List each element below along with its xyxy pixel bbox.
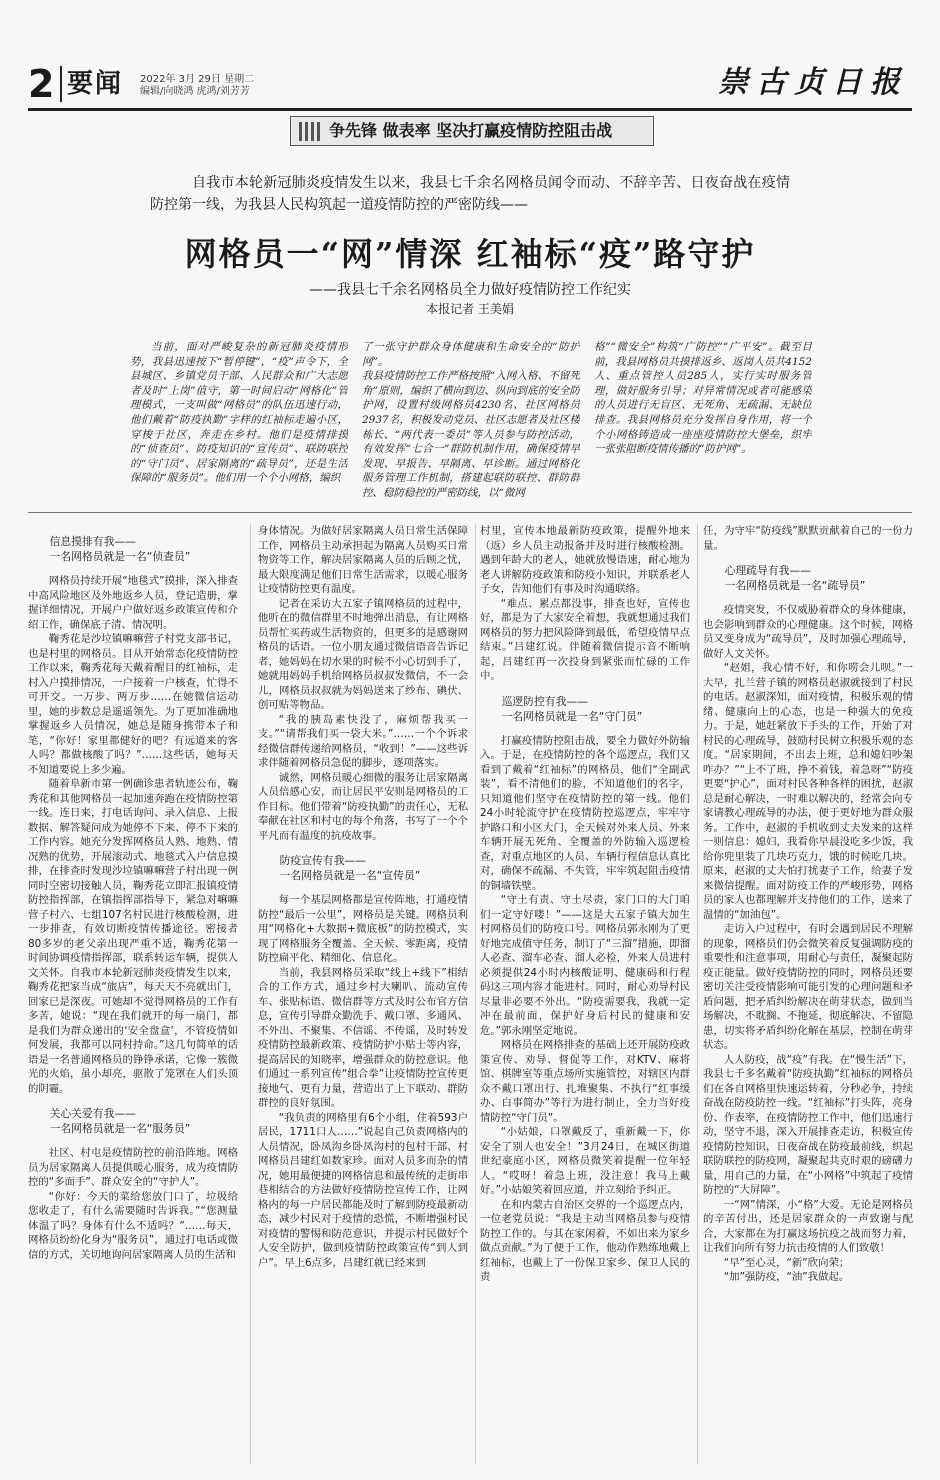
- byline: 本报记者 王美娟: [426, 302, 514, 316]
- article-paragraph: 人人防疫，战“疫”有我。在“慢生活”下，我县七千多名戴着“防疫执勤”红袖标的网格员们在各自网格里快速运转着，分秒必争，持续奋战在防疫防控一线。“红袖标”打头阵，亮身份、作表率，在疫情防控工作中，他们迅速行动，坚守不退，深入开展排查走访，积极宣传疫情防控知识，日夜奋战在防疫最前线，织起联防联控的防疫网，凝聚起共克时艰的磅礴力量，用自己的力量，在“小网格”中筑起了疫情防控的“大屏障”。: [703, 1053, 913, 1196]
- date-info: [140, 74, 254, 98]
- lead-paragraph: 了一张守护群众身体健康和生命安全的“防护网”。 我县疫情防控工作严格按照“入网入格、不留死角”原则，编织了横向到边、纵向到底的安全防护网，设置村级网格员4230名、社区网格员2937名，积极发动党员、社区志愿者及社区楼栋长、“两代表一委员”等人员参与防控活动，有效发挥“七合一”群防机制作用，确保疫情早发现、早报告、早隔离、早诊断。通过网格化服务管理工作机制，搭建起联防联控、群防群控、稳防稳控的严密防线，以“微网: [362, 341, 580, 499]
- banner-text: 争先锋 做表率 坚决打赢疫情防控阻击战: [329, 121, 613, 140]
- body-column-4: [703, 524, 913, 1470]
- article-paragraph: “赵姐，我心情不好，和你唠会儿呗。”一大早，扎兰营子镇的网格员赵淑就接到了村民的电话。赵淑深知，面对疫情，积极乐观的情绪、健康向上的心态，也是一种强大的免疫力。于是，她赶紧放下手头的工作，开始了对村民的心理疏导，鼓励村民树立积极乐观的态度。“居家期间，不出去上班，总和媳妇吵架咋办？”“上不了班，挣不着钱，着急呀”“防疫更要“护心”，面对村民各种各样的困扰，赵淑总是耐心解决，一时难以解决的，经常会向专家请教心理疏导的办法，便于更好地为群众服务。工作中，赵淑的手机收到丈夫发来的这样一则信息：媳妇，我看你早晨没吃多少饭，我给你兜里装了几块巧克力，饿的时候吃几块。原来，赵淑的丈夫怕打扰妻子工作，给妻子发来微信提醒。面对防疫工作的严峻形势，网格员的家人也都理解并支持他们的工作，送来了温情的“加油包”。: [703, 662, 913, 921]
- article-paragraph: 任，为守牢“防疫线”默默贡献着自己的一份力量。: [703, 525, 913, 552]
- subheading-line: 信息摸排有我——: [49, 535, 136, 548]
- intro-text: 自我市本轮新冠肺炎疫情发生以来，我县七千余名网格员闻令而动、不辞辛苦、日夜奋战在疫情防控第一线，为我县人民构筑起一道疫情防控的严密防线——: [150, 175, 790, 213]
- article-paragraph: 网格员在网格排查的基础上还开展防疫政策宣传、劝导、督促等工作，对KTV、麻将馆、棋牌室等重点场所实施管控，对辖区内群众不戴口罩出行、扎堆聚集、不执行“红事缓办、白事简办”等行为进行制止，全力当好疫情防控“守门员”。: [480, 1039, 690, 1124]
- article-paragraph: 记者在采访大五家子镇网格员的过程中，他听在的微信群里不时地弹出消息，有让网格员帮忙买药或生活物资的，但更多的是感谢网格员的话语。一位小朋友通过微信语音告诉记者，她妈妈在切水果的时候不小心切到手了，她就用妈妈手机给网格员叔叔发微信，不一会儿，网格员叔叔就为妈妈送来了纱布、碘伏、创可贴等物品。: [258, 597, 468, 711]
- editor-line: 编辑/向晓鸿 虎鸿/刘芳芳: [140, 86, 250, 97]
- article-paragraph: “早”至心灵，“新”欣向荣；: [723, 1256, 850, 1269]
- lead-column-2: [362, 340, 580, 500]
- subheading-line: 一名网格员就是一名“守门员”: [501, 709, 643, 723]
- masthead: [28, 62, 912, 112]
- article-paragraph: 鞠秀花是沙垃镇嘛嘛营子村党支部书记，也是村里的网格员。目从开始常态化疫情防控工作以来，鞠秀花每天戴着醒目的红袖标，走村入户摸排情况，一户接着一户核查，忙得不可开交。一万步、两万步……在她微信运动里，她的步数总是遥遥领先。为了更加准确地掌握返乡人员情况，她总是随身携带本子和笔，“你好！家里都健好的吧？有远道来的客人吗？都做核酸了吗？”……这些话，她每天不知道要说上多少遍。: [28, 633, 238, 776]
- article-paragraph: 身体情况。为做好居家隔离人员日常生活保障工作，网格员主动承担起为隔离人员购买日常物资等工作，解决居家隔离人员的后顾之忧，最大限度满足他们日常生活需求，以暖心服务让疫情防控更有温度。: [258, 525, 468, 595]
- article-paragraph: 在和内蒙古自治区交界的一个巡逻点内，一位老党员说：“我是主动当网格员参与疫情防控工作的。与其在家闲着，不如出来为家乡做点贡献。”为了便于工作，他动作熟练地戴上红袖标，也戴上了一份保卫家乡、保卫人民的责: [480, 1198, 690, 1283]
- date-line: 2022年 3月 29日 星期二: [140, 74, 255, 85]
- article-paragraph: 村里，宣传本地最新防疫政策，提醒外地来（返）乡人员主动报备并及时进行核酸检测。遇到年龄大的老人，她就放慢语速，耐心地为老人讲解防疫政策和防疫小知识，并联系老人子女，告知他们有事及时沟通联络。: [480, 525, 690, 595]
- subheading-line: 一名网格员就是一名“宣传员”: [279, 869, 421, 882]
- article-paragraph: 社区、村屯是疫情防控的前沿阵地。网格员为居家隔离人员提供暖心服务，成为疫情防控的“多面手”、群众安全的“守护人”。: [28, 1147, 238, 1188]
- subheading-line: 巡逻防控有我——: [501, 694, 588, 708]
- body-column-2: [258, 524, 468, 1470]
- article-paragraph: 每一个基层网格都是宣传阵地，打通疫情防控“最后一公里”，网格员是关键。网格员利用“网格化+大数据+微底板”的防控模式，实现了网格服务全覆盖、全天候、零距离，疫情防控扁平化、精细化、信息化。: [258, 894, 468, 964]
- lead-paragraph: 当前，面对严峻复杂的新冠肺炎疫情形势，我县迅速按下“暂停键”，“疫”声令下，全县城区、乡镇党员干部、人民群众和广大志愿者及时“上岗”值守，第一时间启动“网格化”管理模式，一支叫做“网格员”的队伍迅速行动，他们戴着“防疫执勤”字样的红袖标走遍小区，穿梭于社区，奔走在乡村。他们是疫情排摸的“侦查员”、防疫知识的“宣传员”、联防联控的“守门员”、居家隔离的“疏导员”，还是生活保障的“服务员”。他们用一个个小网格，编织: [130, 341, 348, 485]
- lead-paragraph: 格”“微安全”构筑“广防控”“广平安”。截至目前，我县网格员共摸排返乡、返岗人员共4152人、重点管控人员285人，实行实时服务管理，做好服务引导；对异常情况或者可能感染的人员进行无盲区、无死角、无疏漏、无缺位排查。我县网格员充分发挥自身作用，将一个个小网格铸造成一座座疫情防控大堡垒，织牢一张张阻断疫情传播的“防护网”。: [594, 341, 812, 456]
- column-subheading: [50, 534, 238, 564]
- topic-banner: [290, 116, 654, 146]
- lead-column-1: [130, 340, 348, 500]
- column-divider: [250, 524, 251, 1464]
- lead-column-3: [594, 340, 812, 500]
- subheading-line: 关心关爱有我——: [49, 1107, 136, 1120]
- page-number: 2: [28, 62, 55, 106]
- article-paragraph: 随着阜新市第一例确诊患者轨迹公布，鞠秀花和其他网格员一起加速奔跑在疫情防控第一线。连日来，打电话询问、录入信息、上报数据、解答疑问成为她停不下来、停不下来的工作内容。她充分发挥网格员人熟、地熟、情况熟的优势，开展滚动式、地毯式入户信息摸排，在排查时发现沙垃镇嘛嘛营子村出现一例同时空密切接触人员，鞠秀花立即汇报镇疫情防控指挥部，在镇指挥部指导下，紧急对嘛嘛营子村六、七组107名村民进行核酸检测，进一步排查，有效切断疫情传播途径。密接者80多岁的老父亲出现严重不适，鞠秀花第一时间协调疫情指挥部，联系转运车辆，提供人文关怀。自我市本轮新冠肺炎疫情发生以来，鞠秀花把家当成“旅店”，每天天不亮就出门，回家已是深夜。可她却不觉得网格员的工作有多苦，她说：“现在我们就开的每一扇门，都是我们为群众递出的‘安全盘盒’，不管疫情如何发展，我都可以同村持命。”这几句简单的话语是一名普通网格员的铮铮承诺，它像一簇微光的火焰，虽小却亮，驱散了笼罩在人们头顶的阴霾。: [28, 778, 238, 1095]
- column-divider: [697, 524, 698, 1464]
- column-subheading: [50, 1106, 238, 1136]
- article-paragraph: “你好：今天的菜给您放门口了，垃圾给您收走了，有什么需要随时告诉我。”“您测量体温了吗？身体有什么不适吗？”……每天，网格员纷纷化身为“服务员”，通过打电话或微信的方式，关切地询问居家隔离人员的生活和: [28, 1190, 238, 1261]
- article-paragraph: “加”强防疫，“油”我做起。: [723, 1271, 850, 1283]
- article-paragraph: “我负责的网格里有6个小组，住着593户居民，1711口人……”说起自己负责网格内的人员情况，卧凤沟乡卧凤沟村的包村干部、村网格员吕建红如数家珍。面对人员多而杂的情况，她用最便捷的网格信息和最传统的走街串巷相结合的方法做好疫情防控宣传工作，让网格内的每一户居民都能及时了解到防疫最新动态，减少村民对于疫情的恐慌，不断增强村民对疫情的警惕和防范意识，并提示村民做好个人安全防护，做到疫情防控政策宣传“到人到户”。早上6点多，吕建红就已经来到: [258, 1111, 468, 1269]
- newspaper-logo: 崇古贞日报: [718, 65, 908, 100]
- banner-bars-icon: [299, 122, 323, 141]
- article-paragraph: “小姑娘，口罩戴反了，重新戴一下，你安全了别人也安全！”3月24日，在城区街道世纪豪庭小区，网格员微笑着提醒一位年轻人。“哎呀！着急上班，没注意！我马上戴好。”小姑娘笑着回应道，并立刻给予纠正。: [480, 1126, 690, 1196]
- subheadline: ——我县七千余名网格员全力做好疫情防控工作纪实: [309, 282, 631, 298]
- article-paragraph: “守土有责、守土尽责，家门口的大门咱们一定守好喽！”——这是大五家子镇大加生村网格员们的防疫口号。网格员郭永刚为了更好地完成值守任务，制订了“三溜”措施，即溜人必查、溜车必查、溜人必检，外来人员进村必须提供24小时内核酸证明、健康码和行程码这三项内容才能进村。同时，耐心劝导村民尽量非必要不外出。“防疫需要我，我就一定冲在最前面，保护好身后村民的健康和安危。”郭永刚坚定地说。: [480, 894, 690, 1037]
- subheading-line: 心理疏导有我——: [724, 564, 811, 577]
- article-paragraph: “难点、累点都没事，排查也好，宣传也好，都是为了大家安全着想，我就想通过我们网格员的努力把风险降到最低，希望疫情早点结束。”吕建红说。伴随着微信提示音不断响起，吕建红再一次投身到紧张而忙碌的工作中。: [480, 597, 690, 682]
- subheading-line: 防疫宣传有我——: [279, 854, 366, 867]
- article-paragraph: 诚然，网格员暖心细微的服务让居家隔离人员倍感心安，而让居民平安则是网格员的工作目标。他们带着“防疫执勤”的责任心，无私奉献在社区和村屯的每个角落，书写了一个个平凡而有温度的抗疫故事。: [258, 771, 468, 842]
- body-column-3: [480, 524, 690, 1470]
- article-paragraph: 当前，我县网格员采取“线上+线下”相结合的工作方式，通过乡村大喇叭、流动宣传车、张贴标语、微信群等方式及时公布官方信息，宣传引导群众勤洗手、戴口罩、多通风、不外出、不聚集、不信谣、不传谣，及时转发疫情防控最新政策、疫情防护小贴士等内容，提高居民的知晓率，增强群众的防控意识。他们通过一系列宣传“组合拳”让疫情防控宣传更接地气、更有力量，营造出了上下联动、群防群控的良好氛围。: [258, 966, 468, 1109]
- article-paragraph: 走访入户过程中，有时会遇到居民不理解的现象，网格员们仍会微笑着反复强调防疫的重要性和注意事项，用耐心与责任，凝聚起防疫正能量。做好疫情防控的同时，网格员还要密切关注受疫情影响可能引发的心理问题和矛盾问题，把矛盾纠纷解决在萌芽状态，做到当场解决，不耽搁、不拖延，彻底解决、不留隐患，切实将矛盾纠纷化解在基层，控制在萌芽状态。: [703, 923, 913, 1051]
- section-name: 要闻: [60, 66, 123, 102]
- article-paragraph: “我的胰岛素快没了，麻烦帮我买一支。”“请帮我们买一袋大米。”……一个个诉求经微信群传递给网格员，“收到！”——这些诉求伴随着网格员急促的脚步，逐项落实。: [258, 713, 468, 769]
- subheading-line: 一名网格员就是一名“侦查员”: [49, 550, 191, 563]
- column-subheading: [280, 853, 468, 883]
- article-paragraph: 打赢疫情防控阻击战，要全力做好外防输入。于是，在疫情防控的各个巡逻点，我们又看到了戴着“红袖标”的网格员，他们“全副武装”，看不清他们的脸，不知道他们的名字，只知道他们坚守在疫情防控的第一线。他们24小时轮流守护在疫情防控巡逻点，牢牢守护路口和小区大门，全天候对外来人员、外来车辆开展无死角、全覆盖的外防输入巡逻检查，对重点地区的人员、车辆行程信息认真比对，确保不疏漏、不失管，牢牢筑起阻击疫情的铜墙铁壁。: [480, 734, 690, 892]
- article-paragraph: 网格员持续开展“地毯式”摸排，深入排查中高风险地区及外地返乡人员，登记造册，掌握详细情况，开展户户做好返乡政策宣传和介绍工作，确保底子清、情况明。: [28, 575, 238, 631]
- article-paragraph: 一“网”情深，小“格”大爱。无论是网格员的辛苦付出，还是居家群众的一声致谢与配合，大家都在为打赢这场抗疫之战而努力着，让我们向所有努力抗击疫情的人们致敬！: [703, 1198, 913, 1254]
- subheading-line: 一名网格员就是一名“服务员”: [49, 1122, 191, 1135]
- section-divider: [28, 512, 912, 513]
- column-divider: [475, 524, 476, 1464]
- article-paragraph: 疫情突发，不仅威胁着群众的身体健康，也会影响到群众的心理健康。这个时候，网格员又变身成为“疏导员”，及时加强心理疏导，做好人文关怀。: [703, 604, 913, 660]
- headline: 网格员一“网”情深 红袖标“疫”路守护: [184, 235, 756, 273]
- column-subheading: [725, 563, 913, 593]
- column-subheading: [502, 694, 690, 724]
- subheading-line: 一名网格员就是一名“疏导员”: [724, 579, 866, 592]
- masthead-rule: [28, 108, 912, 111]
- body-column-1: [28, 524, 238, 1470]
